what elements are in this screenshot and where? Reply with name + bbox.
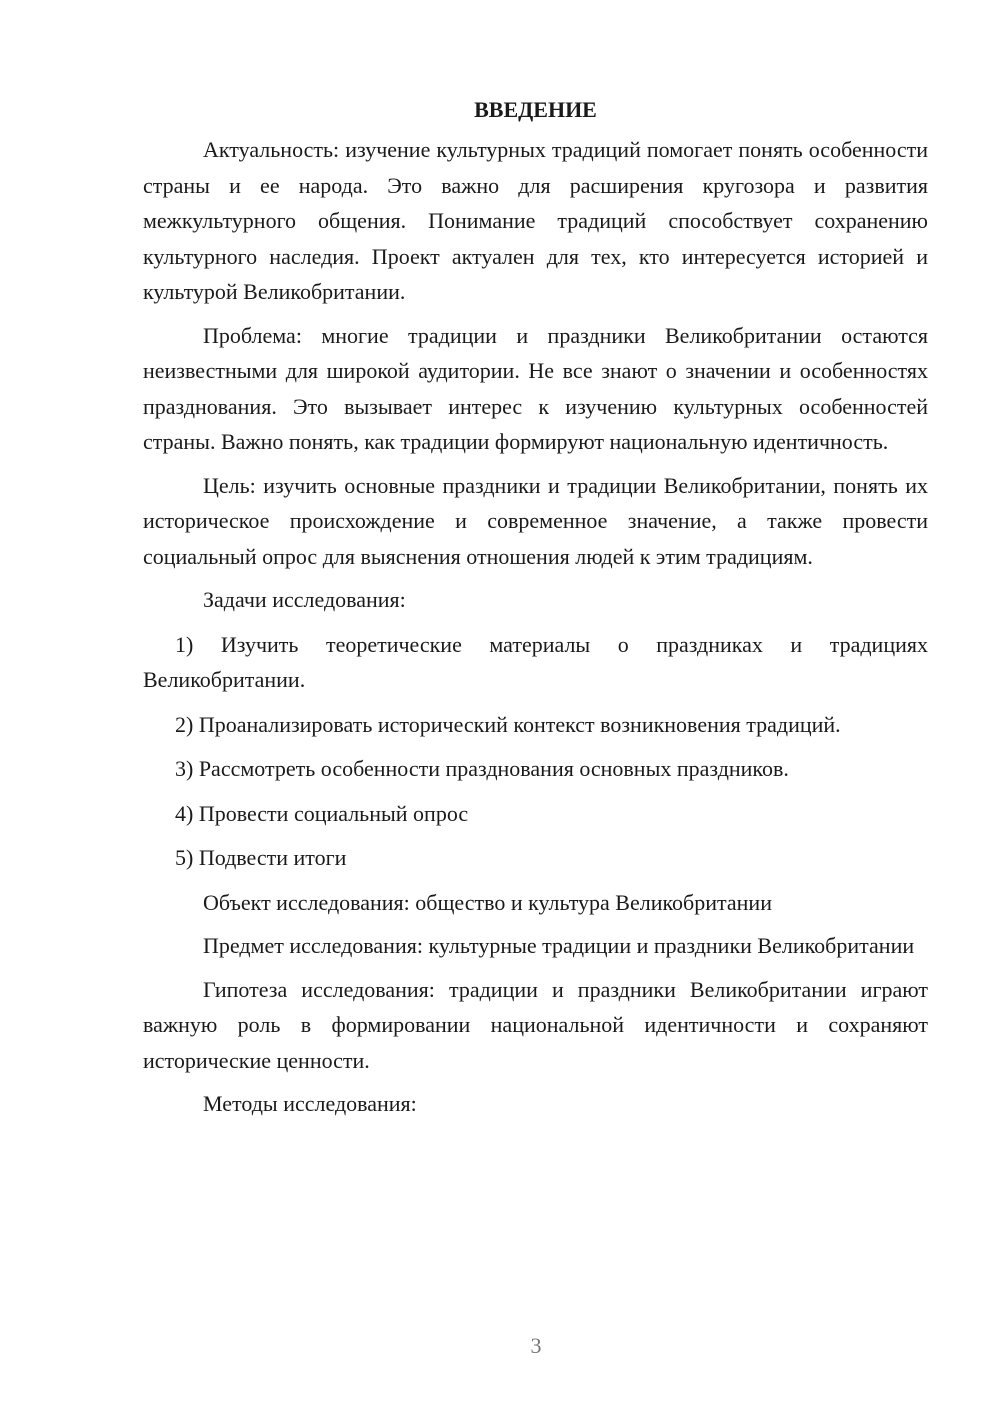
problem-paragraph: Проблема: многие традиции и праздники Великобритании остаются неизвестными для широкой аудитории. Не все знают о значении и особенностях празднования. Это вызывает интерес к изучению культурных особенностей страны. Важно понять, как традиции формируют национальную идентичность.	[143, 322, 928, 454]
relevance-paragraph: Актуальность: изучение культурных традиций помогает понять особенности страны и ее народа. Это важно для расширения кругозора и развития межкультурного общения. Понимание традиций способствует сохранению культурного наследия. Проект актуален для тех, кто интересуется историей и культурой Великобритании.	[143, 137, 928, 304]
hypothesis-paragraph: Гипотеза исследования: традиции и праздники Великобритании играют важную роль в формировании национальной идентичности и сохраняют исторические ценности.	[143, 976, 928, 1073]
task-item-3: 3) Рассмотреть особенности празднования основных праздников.	[175, 756, 789, 781]
methods-heading: Методы исследования:	[203, 1091, 417, 1116]
section-heading: ВВЕДЕНИЕ	[474, 97, 597, 122]
tasks-heading: Задачи исследования:	[203, 587, 406, 612]
subject-paragraph: Предмет исследования: культурные традиции и праздники Великобритании	[203, 933, 915, 958]
task-item-1: 1) Изучить теоретические материалы о праздниках и традициях Великобритании.	[143, 631, 928, 692]
task-item-2: 2) Проанализировать исторический контекст возникновения традиций.	[175, 711, 841, 737]
page-number: 3	[530, 1333, 542, 1358]
task-item-4: 4) Провести социальный опрос	[175, 800, 469, 826]
goal-paragraph: Цель: изучить основные праздники и традиции Великобритании, понять их историческое происхождение и современное значение, а также провести социальный опрос для выяснения отношения людей к этим традициям.	[143, 472, 928, 569]
document-page	[143, 92, 928, 1131]
object-paragraph: Объект исследования: общество и культура Великобритании	[203, 889, 772, 915]
task-item-5: 5) Подвести итоги	[175, 845, 347, 870]
